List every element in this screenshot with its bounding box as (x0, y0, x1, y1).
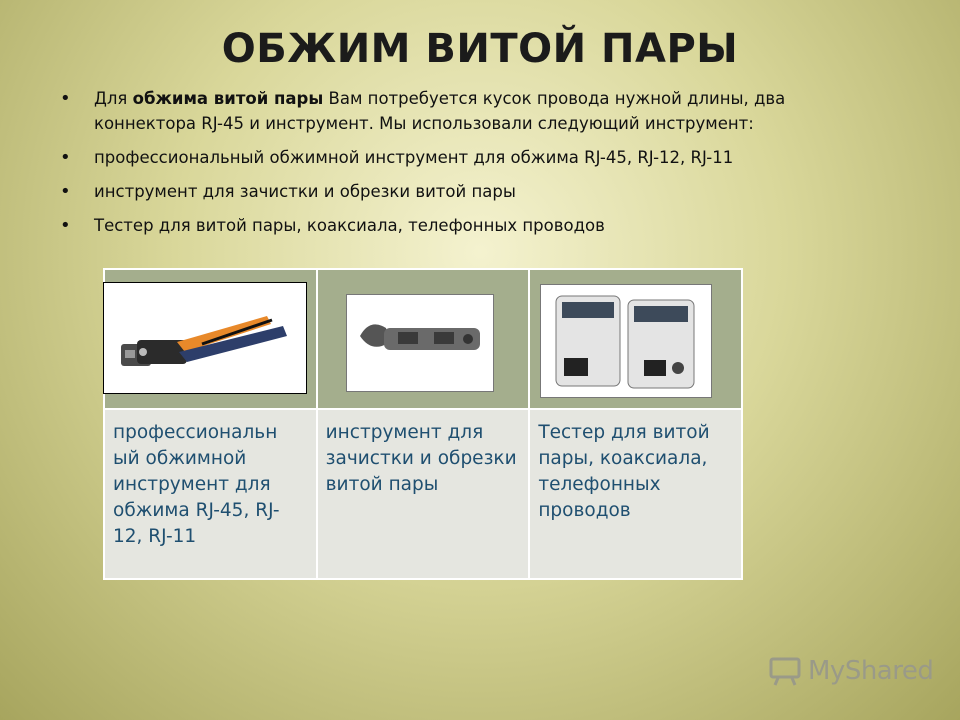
watermark-logo (768, 656, 933, 686)
bullet-item: • инструмент для зачистки и обрезки витой пары (60, 179, 860, 204)
image-row (104, 269, 742, 409)
caption-row (104, 409, 742, 579)
watermark-text: MyShared (808, 656, 934, 686)
bullet-item: • профессиональный обжимной инструмент для обжима RJ-45, RJ-12, RJ-11 (60, 145, 860, 170)
wire-stripper-photo (346, 294, 494, 392)
slide-title: ОБЖИМ ВИТОЙ ПАРЫ (221, 26, 739, 72)
bullet-item: • Тестер для витой пары, коаксиала, телефонных проводов (60, 213, 860, 238)
bullet-item (60, 86, 860, 136)
wire-stripper-icon (350, 298, 490, 388)
image-cell-stripper (317, 269, 530, 409)
caption-stripper: инструмент для зачистки и обрезки витой пары (317, 409, 530, 579)
projector-icon (768, 656, 802, 686)
bullet-text-pre: Для (94, 89, 133, 108)
cable-tester-icon (544, 288, 708, 394)
crimping-tool-icon (107, 286, 303, 390)
bullet-list (60, 86, 860, 247)
image-cell-crimper (104, 269, 317, 409)
caption-tester: Тестер для витой пары, коаксиала, телефонных проводов (529, 409, 742, 579)
image-cell-tester (529, 269, 742, 409)
crimping-tool-photo (103, 282, 307, 394)
cable-tester-photo (540, 284, 712, 398)
bullet-text-bold: обжима витой пары (132, 89, 324, 108)
bullet-text-post: Вам потребуется кусок провода нужной длины, два коннектора RJ-45 и инструмент. Мы использовали следующий инструмент: (94, 89, 786, 133)
tools-table (103, 268, 743, 580)
caption-crimper: профессиональн ый обжимной инструмент для обжима RJ-45, RJ-12, RJ-11 (104, 409, 317, 579)
